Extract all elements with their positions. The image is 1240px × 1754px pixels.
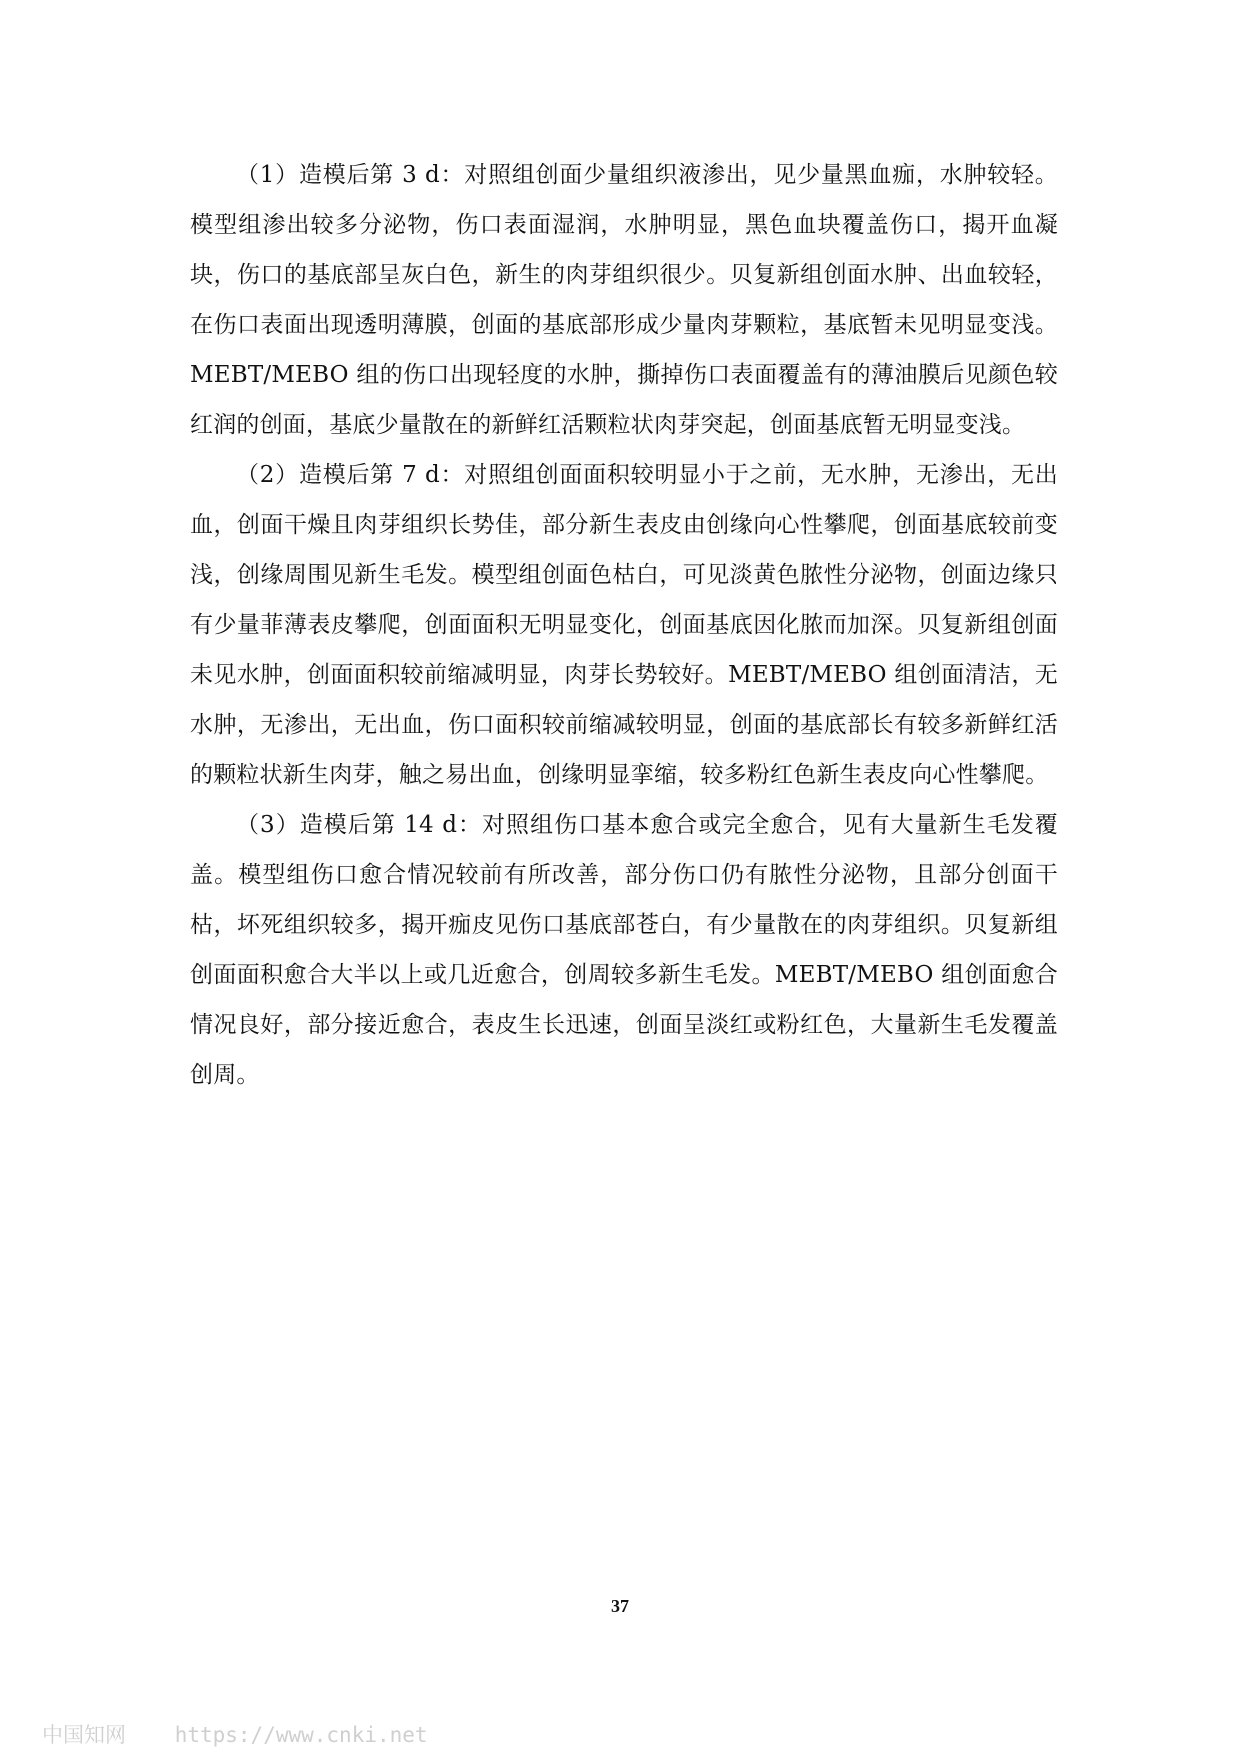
- watermark-brand: 中国知网: [42, 1723, 126, 1747]
- paragraph-day-14: （3）造模后第 14 d：对照组伤口基本愈合或完全愈合，见有大量新生毛发覆盖。模型组伤口愈合情况较前有所改善，部分伤口仍有脓性分泌物，且部分创面干枯，坏死组织较多，揭开痂皮见伤口基底部苍白，有少量散在的肉芽组织。贝复新组创面面积愈合大半以上或几近愈合，创周较多新生毛发。MEBT/MEBO 组创面愈合情况良好，部分接近愈合，表皮生长迅速，创面呈淡红或粉红色，大量新生毛发覆盖创周。: [190, 812, 1058, 1088]
- paragraph-day-3: （1）造模后第 3 d：对照组创面少量组织液渗出，见少量黑血痂，水肿较轻。模型组渗出较多分泌物，伤口表面湿润，水肿明显，黑色血块覆盖伤口，揭开血凝块，伤口的基底部呈灰白色，新生的肉芽组织很少。贝复新组创面水肿、出血较轻，在伤口表面出现透明薄膜，创面的基底部形成少量肉芽颗粒，基底暂未见明显变浅。MEBT/MEBO 组的伤口出现轻度的水肿，撕掉伤口表面覆盖有的薄油膜后见颜色较红润的创面，基底少量散在的新鲜红活颗粒状肉芽突起，创面基底暂无明显变浅。: [190, 162, 1058, 438]
- document-body: [190, 150, 1058, 1100]
- paragraph-day-7: （2）造模后第 7 d：对照组创面面积较明显小于之前，无水肿，无渗出，无出血，创面干燥且肉芽组织长势佳，部分新生表皮由创缘向心性攀爬，创面基底较前变浅，创缘周围见新生毛发。模型组创面色枯白，可见淡黄色脓性分泌物，创面边缘只有少量菲薄表皮攀爬，创面面积无明显变化，创面基底因化脓而加深。贝复新组创面未见水肿，创面面积较前缩减明显，肉芽长势较好。MEBT/MEBO 组创面清洁，无水肿，无渗出，无出血，伤口面积较前缩减较明显，创面的基底部长有较多新鲜红活的颗粒状新生肉芽，触之易出血，创缘明显挛缩，较多粉红色新生表皮向心性攀爬。: [190, 462, 1058, 788]
- cnki-watermark: [42, 1719, 428, 1749]
- page-number: 37: [611, 1596, 629, 1616]
- watermark-url: https://www.cnki.net: [174, 1723, 428, 1747]
